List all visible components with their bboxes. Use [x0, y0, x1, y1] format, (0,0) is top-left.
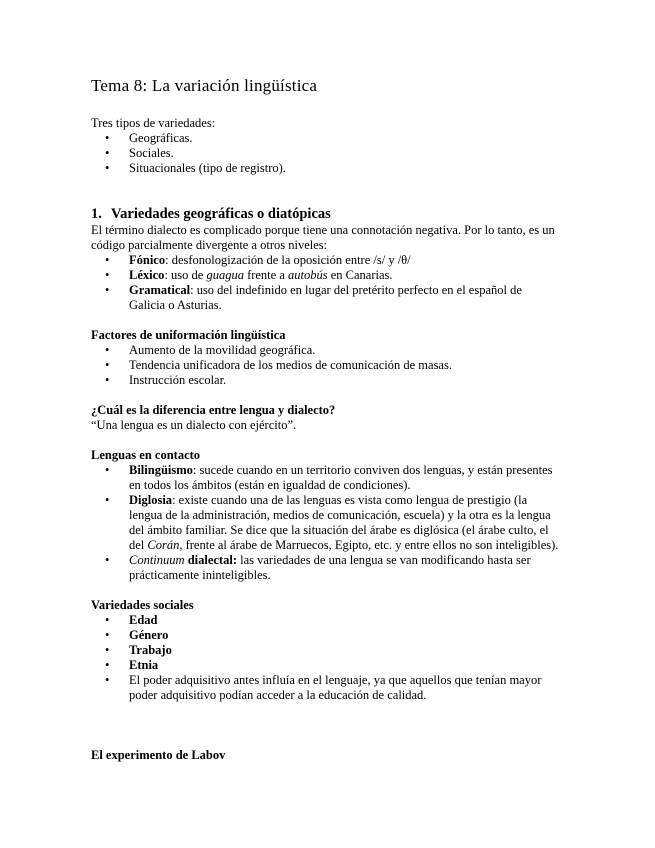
diferencia-quote: “Una lengua es un dialecto con ejército”. [91, 418, 297, 432]
list-item [129, 613, 561, 628]
list-item: • Tendencia unificadora de los medios de comunicación de masas. [129, 358, 561, 373]
list-item-poder: • El poder adquisitivo antes influía en el lenguaje, ya que aquellos que tenían mayor poder adquisitivo podían acceder a la educación de calidad. [129, 673, 561, 703]
document-title: Tema 8: La variación lingüística [91, 76, 318, 95]
term-dialectal: dialectal: [184, 553, 237, 567]
list-item [129, 643, 561, 658]
term-bilinguismo: Bilingüismo [129, 463, 193, 477]
text-fragment: frente a [243, 268, 289, 282]
item-text: Género [129, 628, 169, 642]
word-guagua: guagua [206, 268, 244, 282]
list-item: • Situacionales (tipo de registro). [129, 161, 561, 176]
heading-text: Variedades sociales [91, 598, 194, 612]
intro-lead: Tres tipos de variedades: [91, 116, 216, 130]
intro-list [91, 131, 561, 176]
text-continuum: las variedades de una lengua se van modificando hasta ser prácticamente ininteligibles. [129, 553, 531, 582]
text-fragment: : uso de [164, 268, 207, 282]
list-item: • Aumento de la movilidad geográfica. [129, 343, 561, 358]
list-item: • Geográficas. [129, 131, 561, 146]
section-1-paragraph: El término dialecto es complicado porque tiene una connotación negativa. Por lo tanto, es un código parcialmente divergente a otros niveles: [91, 223, 555, 252]
text-fragment: en Canarias. [327, 268, 393, 282]
list-item: • Sociales. [129, 146, 561, 161]
item-text: Edad [129, 613, 158, 627]
sociales-heading [91, 598, 561, 613]
list-item [129, 628, 561, 643]
section-1-heading [91, 206, 561, 223]
contacto-heading [91, 448, 561, 463]
heading-text: Lenguas en contacto [91, 448, 201, 462]
text-gramatical: : uso del indefinido en lugar del pretérito perfecto en el español de Galicia o Asturias. [129, 283, 522, 312]
diferencia-heading [91, 403, 561, 418]
word-autobus: autobús [288, 268, 328, 282]
list-item: • Instrucción escolar. [129, 373, 561, 388]
item-text: Etnia [129, 658, 159, 672]
sociales-list [91, 613, 561, 703]
list-item-lexico [129, 268, 561, 283]
list-item-fonico [129, 253, 561, 268]
text-fonico: : desfonologización de la oposición entre /s/ y /θ/ [165, 253, 411, 267]
heading-text: Factores de uniformación lingüística [91, 328, 286, 342]
text-fragment: : existe cuando una de las lenguas es vista como lengua de prestigio (la lengua de la administración, medios de comunicación, escuela) y la otra es la lengua del ámbito familiar. Se dice que la situación del árabe es diglósica (el árabe culto, el del [129, 493, 551, 552]
list-item-gramatical [129, 283, 561, 313]
document-page [91, 76, 561, 763]
term-fonico: Fónico [129, 253, 166, 267]
term-gramatical: Gramatical [129, 283, 191, 297]
contacto-list [91, 463, 561, 583]
section-heading-text: Variedades geográficas o diatópicas [111, 206, 331, 222]
factores-heading [91, 328, 561, 343]
word-coran: Corán, [147, 538, 183, 552]
heading-text: ¿Cuál es la diferencia entre lengua y dialecto? [91, 403, 336, 417]
list-item-bilinguismo [129, 463, 561, 493]
term-continuum: Continuum [129, 553, 185, 567]
heading-text: El experimento de Labov [91, 748, 226, 762]
list-item [129, 658, 561, 673]
text-bilinguismo: : sucede cuando en un territorio conviven dos lenguas, y están presentes en todos los ámbitos (están en igualdad de condiciones). [129, 463, 553, 492]
list-item-continuum [129, 553, 561, 583]
item-text: Trabajo [129, 643, 172, 657]
list-item-diglosia [129, 493, 561, 553]
labov-heading [91, 748, 561, 763]
section-number: 1. [91, 206, 102, 222]
term-diglosia: Diglosia [129, 493, 173, 507]
text-fragment: frente al árabe de Marruecos, Egipto, etc. y entre ellos no son inteligibles). [182, 538, 559, 552]
term-lexico: Léxico [129, 268, 165, 282]
section-1-list [91, 253, 561, 313]
factores-list [91, 343, 561, 388]
